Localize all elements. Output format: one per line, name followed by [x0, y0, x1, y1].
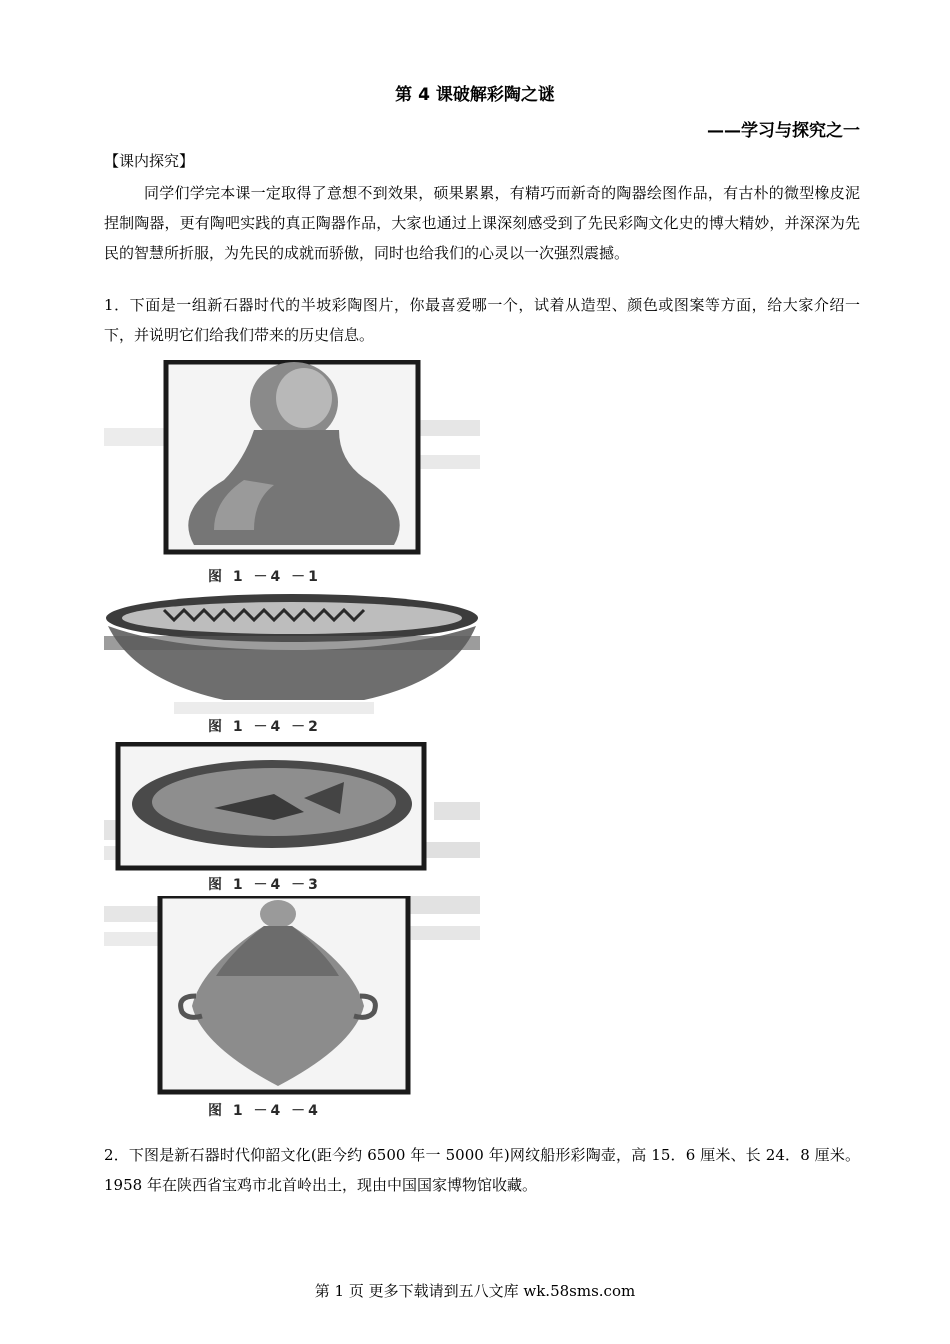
- figure-4-caption: 图 1 －4 －4: [208, 1103, 321, 1119]
- intro-paragraph: 同学们学完本课一定取得了意想不到效果，硕果累累，有精巧而新奇的陶器绘图作品，有古朴的微型橡皮泥捏制陶器，更有陶吧实践的真正陶器作品，大家也通过上课深刻感受到了先民彩陶文化史的博大精妙，并深深为先民的智慧所折服，为先民的成就而骄傲，同时也给我们的心灵以一次强烈震撼。: [104, 184, 860, 262]
- figure-3-caption: 图 1 －4 －3: [208, 877, 321, 893]
- figure-1-caption: 图 1 －4 －1: [208, 569, 321, 585]
- section-label: 【课内探究】: [104, 152, 195, 170]
- figure-2-caption: 图 1 －4 －2: [208, 719, 321, 735]
- figure-3-image: [104, 742, 480, 874]
- question-2: 2．下图是新石器时代仰韶文化(距今约 6500 年一 5000 年)网纹船形彩陶壶，高 15．6 厘米、长 24．8 厘米。1958 年在陕西省宝鸡市北首岭出土，现由中国国家博物馆收藏。: [104, 1146, 860, 1194]
- page-title: 第 4 课破解彩陶之谜: [395, 85, 555, 105]
- page-subtitle: ——学习与探究之一: [707, 121, 860, 141]
- figure-2-image: [104, 590, 480, 718]
- page-footer: 第 1 页 更多下载请到五八文库 wk.58sms.com: [314, 1282, 636, 1300]
- question-1: 1．下面是一组新石器时代的半坡彩陶图片，你最喜爱哪一个，试着从造型、颜色或图案等方面，给大家介绍一下，并说明它们给我们带来的历史信息。: [104, 296, 860, 344]
- figure-1-image: [104, 360, 480, 560]
- figure-4-image: [104, 896, 480, 1096]
